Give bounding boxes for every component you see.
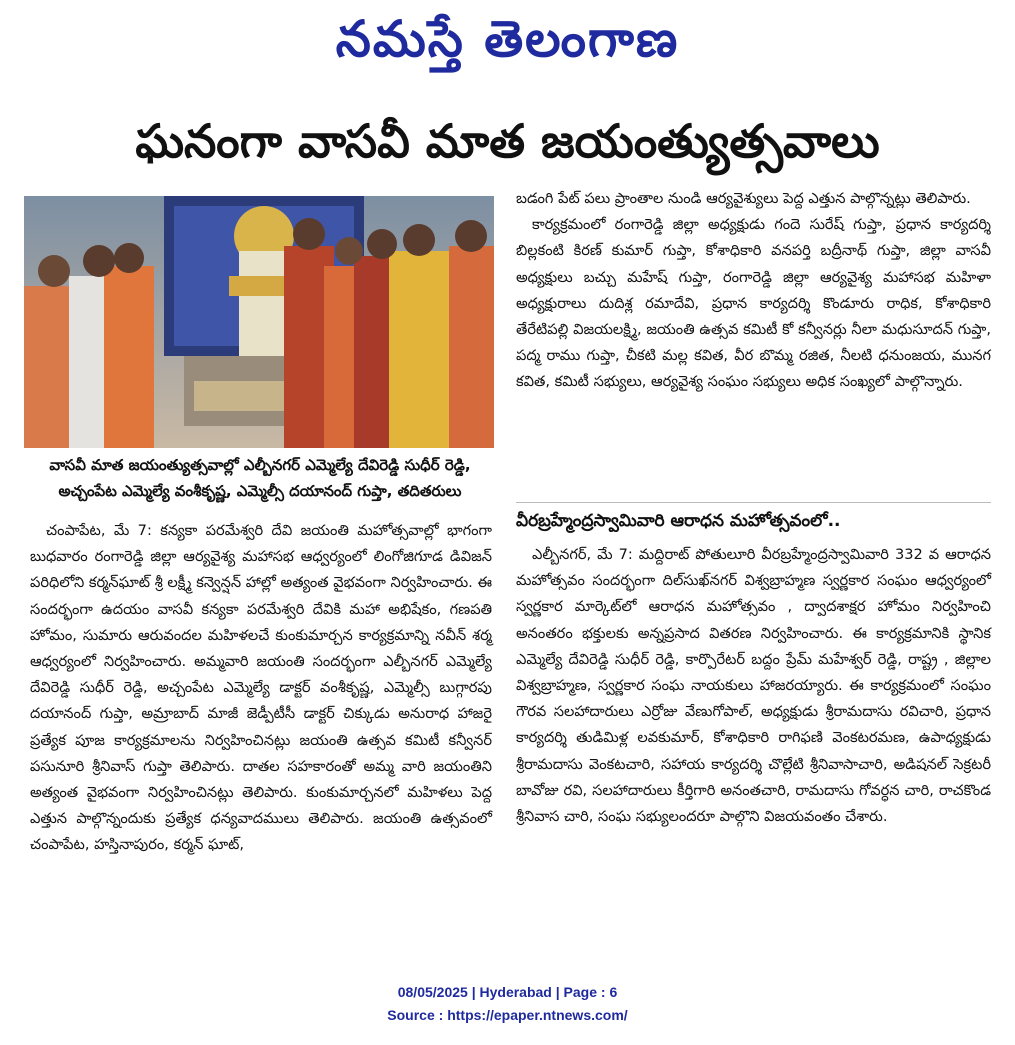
footer-source: Source : https://epaper.ntnews.com/ [387, 1007, 628, 1023]
section-divider [516, 502, 991, 503]
photo-caption: వాసవీ మాత జయంత్యుత్సవాల్లో ఎల్బీనగర్ ఎమ్మెల్యే దేవిరెడ్డి సుధీర్ రెడ్డి, అచ్చంపేట ఎమ్మెల్యే వంశీకృష్ణ, ఎమ్మెల్సీ దయానంద్ గుప్తా, తదితరులు [49, 456, 471, 500]
article2-body [516, 542, 991, 830]
article-body-left [30, 518, 492, 859]
article-paragraph: ఎల్బీనగర్, మే 7: మద్దిరాట్ పోతులూరి వీరబ్రహ్మేంద్రస్వామివారి 332 వ ఆరాధన మహోత్సవం సందర్భంగా దిల్‌సుఖ్‌నగర్ విశ్వబ్రాహ్మణ స్వర్ణకార సంఘం ఆధ్వర్యంలో స్వర్ణకార మార్కెట్‌లో ఆరాధన మహోత్సవం , ద్వాదశాక్షర హోమం నిర్వహించి అనంతరం భక్తులకు అన్నప్రసాద వితరణ నిర్వహించారు. ఈ కార్యక్రమానికి స్థానిక ఎమ్మెల్యే దేవిరెడ్డి సుధీర్ రెడ్డి, కార్పొరేటర్ బద్దం ప్రేమ్ మహేశ్వర్ రెడ్డి, రాష్ట్ర , జిల్లాల విశ్వబ్రాహ్మణ, స్వర్ణకార సంఘ నాయకులు హాజరయ్యారు. ఈ కార్యక్రమంలో సంఘం గౌరవ సలహాదారులు ఎర్రోజు వేణుగోపాల్, అధ్యక్షుడు శ్రీరామదాసు రవిచారి, ప్రధాన కార్యదర్శి తుడిమిళ్ల లవకుమార్, కోశాధికారి రాగిఫణి వెంకటరమణ, ఉపాధ్యక్షుడు శ్రీరామదాసు వెంకటచారి, సహాయ కార్యదర్శి చొల్లేటి శ్రీనివాసాచారి, అడిషనల్ సెక్రటరీ బావోజు రవి, సలహాదారులు కీర్తిగారి అనంతచారి, రామదాసు గోవర్ధన చారి, రాచకొండ శ్రీనివాస చారి, సంఘ సభ్యులందరూ పాల్గొని విజయవంతం చేశారు. [516, 546, 991, 826]
footer-edition-info: 08/05/2025 | Hyderabad | Page : 6 [397, 984, 618, 1000]
newspaper-masthead [0, 4, 1015, 74]
article2-headline: వీరబ్రహ్మేంద్రస్వామివారి ఆరాధన మహోత్సవంలో.. [516, 511, 841, 531]
article-paragraph: బడంగి పేట్ పలు ప్రాంతాల నుండి ఆర్యవైశ్యులు పెద్ద ఎత్తున పాల్గొన్నట్లు తెలిపారు. [516, 190, 971, 207]
article-body-right [516, 186, 991, 396]
article-paragraph: కార్యక్రమంలో రంగారెడ్డి జిల్లా అధ్యక్షుడు గందె సురేష్ గుప్తా, ప్రధాన కార్యదర్శి బిల్లకంటి కిరణ్ కుమార్ గుప్తా, కోశాధికారి వనపర్తి బద్రీనాథ్ గుప్తా, జిల్లా వాసవీ అధ్యక్షులు బచ్చు మహేష్ గుప్తా, రంగారెడ్డి జిల్లా ఆర్యవైశ్య మహాసభ మహిళా అధ్యక్షురాలు దుదిశ్ల రమాదేవి, ప్రధాన కార్యదర్శి కొండూరు రాధిక, కోశాధికారి తేరేటిపల్లి విజయలక్ష్మి, జయంతి ఉత్సవ కమిటీ కో కన్వీనర్లు నీలా మధుసూదన్ గుప్తా, పద్మ రాము గుప్తా, చీకటి మల్ల కవిత, వీర బొమ్మ రజిత, నీలటి ధనుంజయ, మునగ కవిత, కమిటీ సభ్యులు, ఆర్యవైశ్య సంఘం సభ్యులు అధిక సంఖ్యలో పాల్గొన్నారు. [516, 216, 991, 391]
article-headline: ఘనంగా వాసవీ మాత జయంత్యుత్సవాలు [135, 114, 880, 168]
article-photo [24, 196, 494, 448]
article-paragraph: చంపాపేట, మే 7: కన్యకా పరమేశ్వరి దేవి జయంతి మహోత్సవాల్లో భాగంగా బుధవారం రంగారెడ్డి జిల్లా ఆర్యవైశ్య మహాసభ ఆధ్వర్యంలో లింగోజిగూడ డివిజన్ పరిధిలోని కర్మన్‌ఘాట్ శ్రీ లక్ష్మీ కన్వెన్షన్ హాల్లో అత్యంత వైభవంగా నిర్వహించారు. ఈ సందర్భంగా ఉదయం వాసవీ కన్యకా పరమేశ్వరి దేవికి మహా అభిషేకం, గణపతి హోమం, సుమారు ఆరువందల మహిళలచే కుంకుమార్చన కార్యక్రమాన్ని నవీన్ శర్మ ఆధ్వర్యంలో నిర్వహించారు. అమ్మవారి జయంతి సందర్భంగా ఎల్బీనగర్ ఎమ్మెల్యే దేవిరెడ్డి సుధీర్ రెడ్డి, అచ్చంపేట ఎమ్మెల్యే డాక్టర్ వంశీకృష్ణ, ఎమ్మెల్సీ బుగ్గారపు దయానంద్ గుప్తా, అమ్రాబాద్ మాజీ జెడ్పీటీసీ డాక్టర్ చిక్కుడు అనురాధ హాజరై ప్రత్యేక పూజ కార్యక్రమాలను నిర్వహించినట్లు జయంతి ఉత్సవ కమిటీ కన్వీనర్ పసునూరి శ్రీనివాస్ గుప్తా తెలిపారు. దాతల సహకారంతో అమ్మ వారి జయంతిని అత్యంత వైభవంగా నిర్వహించినట్లు తెలిపారు. కుంకుమార్చనలో మహిళలు పెద్ద ఎత్తున పాల్గొన్నందుకు ప్రత్యేక ధన్యవాదములు తెలిపారు. జయంతి ఉత్సవంలో చంపాపేట, హస్తినాపురం, కర్మన్ ఘాట్, [30, 522, 492, 854]
masthead-title: నమస్తే తెలంగాణ [335, 9, 680, 68]
